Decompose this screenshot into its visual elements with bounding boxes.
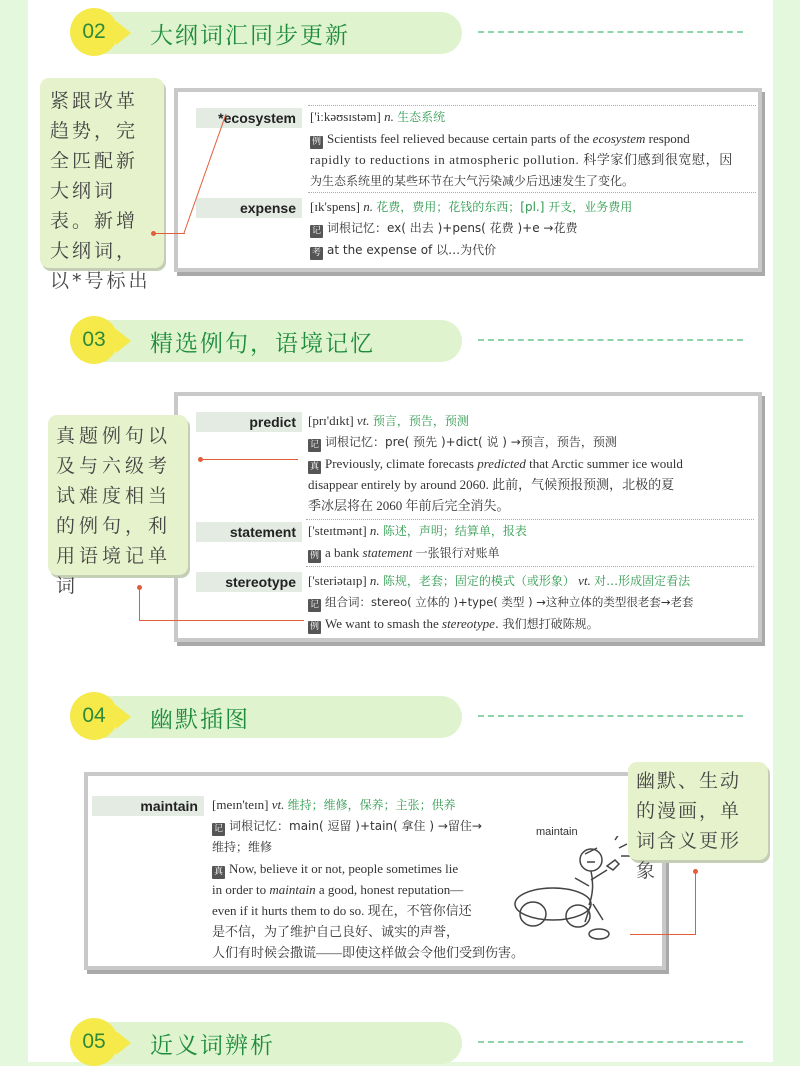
entry-predict: [prɪ'dɪkt] vt. 预言，预告，预测 记 词根记忆：pre( 预先 )+dict( 说 ) →预言，预告，预测 真 Previously, climate forecasts predicted that Arctic summer ice would disappear entirely by around 2060. 此前，气候预报预测，北极的夏 季冰层将在 2060 年前后完全消失。 <box>308 413 683 513</box>
example-tag-icon: 例 <box>309 551 319 561</box>
illustration-label: maintain <box>536 826 578 838</box>
headword-maintain: maintain <box>92 796 204 816</box>
real-exam-tag-icon: 真 <box>213 867 223 877</box>
memory-tag-icon: 记 <box>309 600 319 610</box>
entry-stereotype: ['steriətaɪp] n. 陈规，老套；固定的模式（或形象） vt. 对…形成固定看法 记 组合词：stereo( 立体的 )+type( 类型 ) →这种立体的类型很老套→老套 例 We want to smash the stereotype. 我们想打破陈规。 <box>308 573 694 632</box>
arrow-right-icon <box>116 705 131 729</box>
divider <box>478 1041 743 1043</box>
real-exam-tag-icon: 真 <box>309 462 319 472</box>
cartoon-illustration <box>503 836 643 946</box>
section-05-number: 05 <box>70 1018 118 1066</box>
dictionary-card-3 <box>84 772 666 970</box>
callout-new-words: 紧跟改革趋势，完全匹配新大纲词表。新增大纲词，以*号标出 <box>40 78 164 268</box>
divider <box>308 192 756 193</box>
pointer-line <box>180 110 230 236</box>
memory-tag-icon: 记 <box>213 824 223 834</box>
example-tag-icon: 例 <box>309 622 319 632</box>
divider <box>478 31 743 33</box>
headword-ecosystem: *ecosystem <box>196 108 302 128</box>
section-03-title: 精选例句，语境记忆 <box>150 331 375 357</box>
divider <box>478 715 743 717</box>
entry-expense: [ɪk'spens] n. 花费，费用；花钱的东西；[pl.] 开支，业务费用 记 词根记忆：ex( 出去 )+pens( 花费 )+e →花费 考 at the expense of 以…为代价 <box>310 199 633 258</box>
pointer-line <box>139 588 140 620</box>
callout-example-sentences: 真题例句以及与六级考试难度相当的例句，利用语境记单词 <box>48 415 188 575</box>
entry-ecosystem: ['iːkəʊsɪstəm] n. 生态系统 例 Scientists feel relieved because certain parts of the ecosystem respond rapidly to reductions in atmospheric pollution. 科学家们感到很宽慰，因 为生态系统里的某些环节在大气污染减少后迅速发生了变化。 <box>310 109 733 188</box>
memory-tag-icon: 记 <box>311 226 321 236</box>
divider <box>478 339 743 341</box>
dictionary-card-1 <box>174 88 762 272</box>
example-tag-icon: 例 <box>311 137 321 147</box>
pointer-line <box>203 459 298 460</box>
divider <box>306 566 754 567</box>
entry-maintain: [meɪn'teɪn] vt. 维持；维修，保养；主张；供养 记 词根记忆：main( 逗留 )+tain( 拿住 ) →留住→ 维持；维修 真 Now, believe it or not, people sometimes lie in order to maintain a good, honest reputation— even if it hurts them to do so. 现在，不管你信还 是不信，为了维护自己良好、诚实的声誉， 人们有时候会撒谎——即使这样做会令他们受到伤害。 <box>212 797 525 960</box>
section-02-title: 大纲词汇同步更新 <box>150 23 350 49</box>
section-02-number: 02 <box>70 8 118 56</box>
arrow-right-icon <box>116 329 131 353</box>
callout-cartoon: 幽默、生动的漫画，单词含义更形象 <box>628 762 768 860</box>
exam-tag-icon: 考 <box>311 248 321 258</box>
headword-statement: statement <box>196 522 302 542</box>
section-04-title: 幽默插图 <box>150 707 250 733</box>
section-05-title: 近义词辨析 <box>150 1033 275 1059</box>
memory-tag-icon: 记 <box>309 440 319 450</box>
arrow-right-icon <box>116 1031 131 1055</box>
section-04-number: 04 <box>70 692 118 740</box>
headword-expense: expense <box>196 198 302 218</box>
pointer-line <box>695 872 696 934</box>
entry-statement: ['steɪtmənt] n. 陈述，声明；结算单，报表 例 a bank statement 一张银行对账单 <box>308 523 527 561</box>
pointer-line <box>630 934 696 935</box>
pointer-line <box>139 620 304 621</box>
section-03-number: 03 <box>70 316 118 364</box>
arrow-right-icon <box>116 21 131 45</box>
headword-stereotype: stereotype <box>196 572 302 592</box>
headword-predict: predict <box>196 412 302 432</box>
dictionary-card-2 <box>174 392 762 642</box>
